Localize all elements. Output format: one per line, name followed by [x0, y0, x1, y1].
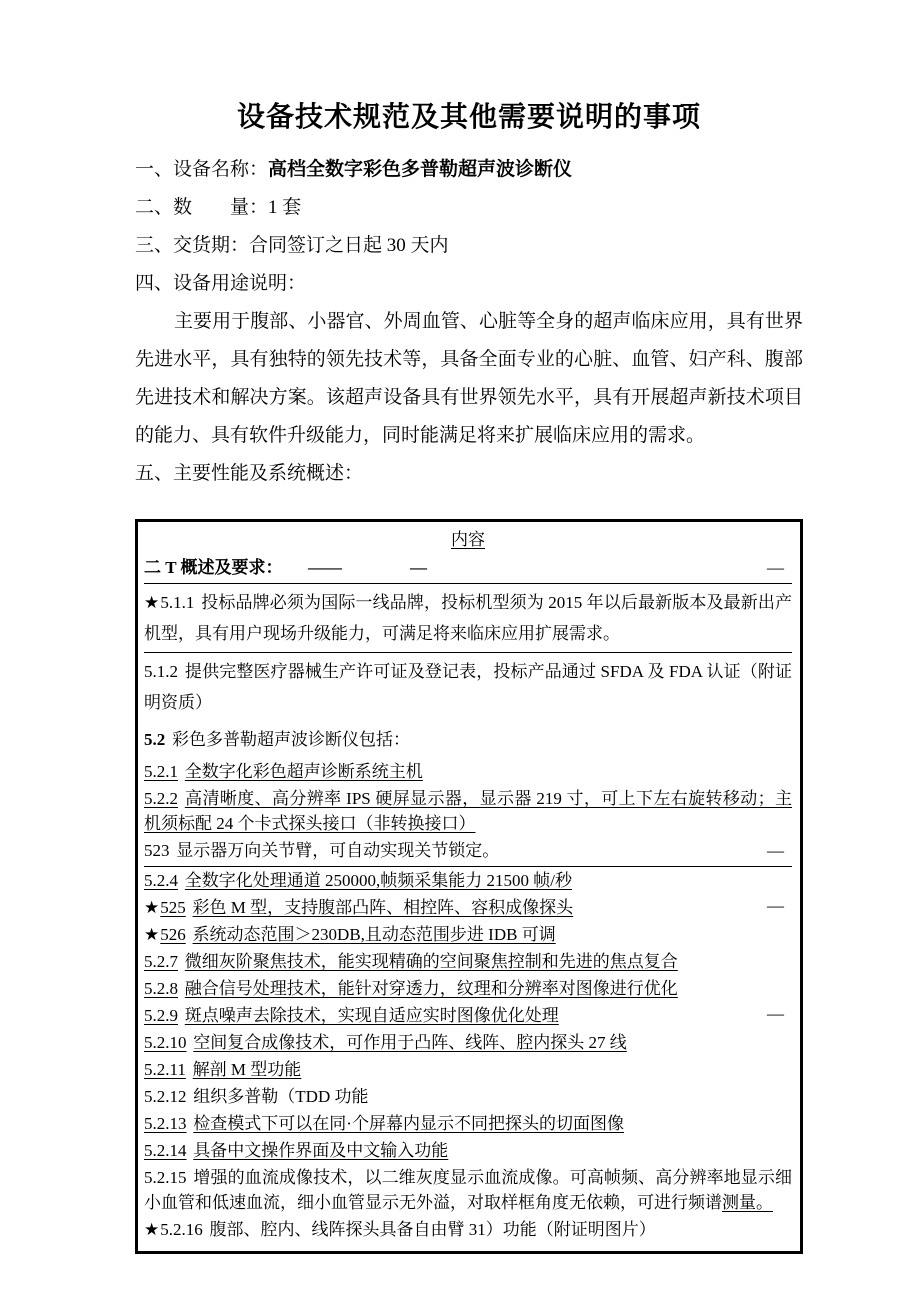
row-number: 5.2.15 — [144, 1168, 187, 1187]
row-text: 具备中文操作界面及中文输入功能 — [193, 1141, 449, 1160]
row-text: 二 T 概述及要求： —— — — [144, 558, 428, 577]
spec-row — [144, 1029, 792, 1056]
trailing-dash: — — [767, 841, 784, 860]
spec-row — [144, 1216, 792, 1243]
row-line — [144, 871, 572, 890]
row-line — [160, 925, 555, 944]
spec-row — [144, 975, 792, 1002]
row-line — [144, 1114, 624, 1133]
spec-row — [144, 894, 792, 921]
row-number: 5.2.10 — [144, 1033, 187, 1052]
row-number: 526 — [160, 925, 186, 944]
row-text: 全数字化处理通道 250000,帧频采集能力 21500 帧/秒 — [184, 871, 573, 890]
row-text: 腹部、腔内、线阵探头具备自由臂 31）功能（附证明图片） — [209, 1220, 656, 1239]
row-line — [144, 1141, 448, 1160]
row-number: 5.2.1 — [144, 762, 178, 781]
row-number: 5.1.2 — [144, 662, 178, 681]
star-icon: ★ — [144, 1220, 160, 1239]
spec-row — [144, 721, 792, 758]
row-text-underlined-tail: 测量。 — [722, 1193, 773, 1212]
row-number: 5.2.8 — [144, 979, 178, 998]
row-text: 显示器万向关节臂，可自动实现关节锁定。 — [176, 841, 500, 860]
row-number: 5.2.13 — [144, 1114, 187, 1133]
row-number: 5.2.9 — [144, 1006, 178, 1025]
list-item-device-name — [135, 151, 803, 189]
list-item-usage-heading — [135, 265, 803, 303]
spec-row — [144, 653, 792, 721]
row-line — [144, 762, 423, 781]
row-line — [144, 1033, 627, 1052]
spec-row — [144, 921, 792, 948]
row-line — [144, 730, 410, 749]
spec-row — [144, 1110, 792, 1137]
row-number: 5.1.1 — [160, 593, 195, 612]
spec-row — [144, 837, 792, 867]
page-title: 设备技术规范及其他需要说明的事项 — [236, 102, 701, 133]
star-icon: ★ — [144, 593, 160, 612]
spec-table — [135, 519, 803, 1254]
spec-row — [144, 1056, 792, 1083]
purpose-paragraph: 主要用于腹部、小器官、外周血管、心脏等全身的超声临床应用，具有世界先进水平，具有独特的领先技术等，具备全面专业的心脏、血管、妇产科、腹部先进技术和解决方案。该超声设备具有世界领先水平，具有开展超声新技术项目的能力、具有软件升级能力，同时能满足将来扩展临床应用的需求。 — [135, 311, 803, 446]
row-line — [144, 952, 678, 971]
spec-row — [144, 785, 792, 837]
row-number: 525 — [160, 898, 186, 917]
row-number: 5.2 — [144, 730, 166, 749]
spec-row — [144, 1137, 792, 1164]
row-line — [144, 1060, 301, 1079]
spec-row — [144, 1002, 792, 1029]
spec-row — [144, 1083, 792, 1110]
spec-rows-container — [144, 554, 792, 1243]
row-text: 融合信号处理技术，能针对穿透力，纹理和分辨率对图像进行优化 — [184, 979, 678, 998]
row-text: 彩色多普勒超声波诊断仪包括： — [172, 730, 411, 749]
device-name-value: 高档全数字彩色多普勒超声波诊断仪 — [268, 159, 573, 180]
row-number: 5.2.12 — [144, 1087, 187, 1106]
spec-row — [144, 554, 792, 584]
trailing-dash: — — [767, 1004, 784, 1023]
row-number: 5.2.2 — [144, 789, 178, 808]
row-text: 彩色 M 型，支持腹部凸阵、相控阵、容积成像探头 — [192, 898, 574, 917]
spec-row — [144, 758, 792, 785]
row-text: 系统动态范围＞230DB,且动态范围步进 IDB 可调 — [192, 925, 556, 944]
row-line — [160, 898, 573, 917]
row-number: 5.2.11 — [144, 1060, 186, 1079]
row-text: 全数字化彩色超声诊断系统主机 — [184, 762, 423, 781]
row-number: 523 — [144, 841, 170, 860]
row-text: 投标品牌必须为国际一线品牌，投标机型须为 2015 年以后最新版本及最新出产机型，具有用户现场升级能力，可满足将来临床应用扩展需求。 — [144, 593, 792, 643]
row-text: 空间复合成像技术，可作用于凸阵、线阵、腔内探头 27 线 — [193, 1033, 627, 1052]
spec-row — [144, 1164, 792, 1216]
star-icon: ★ — [144, 925, 160, 944]
row-line — [144, 662, 792, 712]
spec-row — [144, 584, 792, 653]
row-text: 增强的血流成像技术，以二维灰度显示血流成像。可高帧频、高分辨率地显示细小血管和低速血流，细小血管显示无外溢，对取样框角度无依赖，可进行频谱 — [144, 1168, 792, 1212]
list-item-quantity — [135, 189, 803, 227]
row-text: 组织多普勒（TDD 功能 — [193, 1087, 369, 1106]
delivery-value: 合同签订之日起 30 天内 — [249, 235, 449, 256]
delivery-label: 三、交货期： — [135, 235, 250, 256]
quantity-value: 1 套 — [268, 197, 302, 218]
row-line — [144, 979, 678, 998]
star-icon: ★ — [144, 898, 160, 917]
table-header-label: 内容 — [451, 530, 485, 549]
row-text: 提供完整医疗器械生产许可证及登记表，投标产品通过 SFDA 及 FDA 认证（附证明资质） — [144, 662, 792, 712]
row-number: 5.2.7 — [144, 952, 178, 971]
row-text: 解剖 M 型功能 — [192, 1060, 302, 1079]
list-item-section5-heading: 五、主要性能及系统概述： — [135, 463, 364, 484]
device-name-label: 一、设备名称： — [135, 159, 269, 180]
document-page — [135, 0, 803, 1254]
trailing-dash: — — [767, 558, 784, 577]
row-line — [160, 1220, 656, 1239]
row-line — [144, 1006, 559, 1025]
row-line — [144, 1168, 792, 1212]
row-number: 5.2.4 — [144, 871, 178, 890]
row-number: 5.2.14 — [144, 1141, 187, 1160]
trailing-dash: — — [767, 896, 784, 915]
row-line — [144, 841, 499, 860]
list-item-delivery — [135, 227, 803, 265]
row-line — [144, 593, 792, 643]
row-text: 斑点噪声去除技术，实现自适应实时图像优化处理 — [184, 1006, 559, 1025]
row-line — [144, 558, 427, 577]
row-text: 微细灰阶聚焦技术，能实现精确的空间聚焦控制和先进的焦点复合 — [184, 952, 678, 971]
row-text: 高清晰度、高分辨率 IPS 硬屏显示器，显示器 219 寸，可上下左右旋转移动；主机须标配 24 个卡式探头接口（非转换接口） — [144, 789, 792, 833]
row-number: 5.2.16 — [160, 1220, 203, 1239]
row-text: 检查模式下可以在同·个屏幕内显示不同把探头的切面图像 — [193, 1114, 624, 1133]
usage-heading-label: 四、设备用途说明： — [135, 273, 307, 294]
quantity-label: 二、数 量： — [135, 197, 269, 218]
spec-row — [144, 948, 792, 975]
row-line — [144, 1087, 369, 1106]
table-header-row — [144, 528, 792, 552]
row-line — [144, 789, 792, 833]
spec-row — [144, 867, 792, 894]
